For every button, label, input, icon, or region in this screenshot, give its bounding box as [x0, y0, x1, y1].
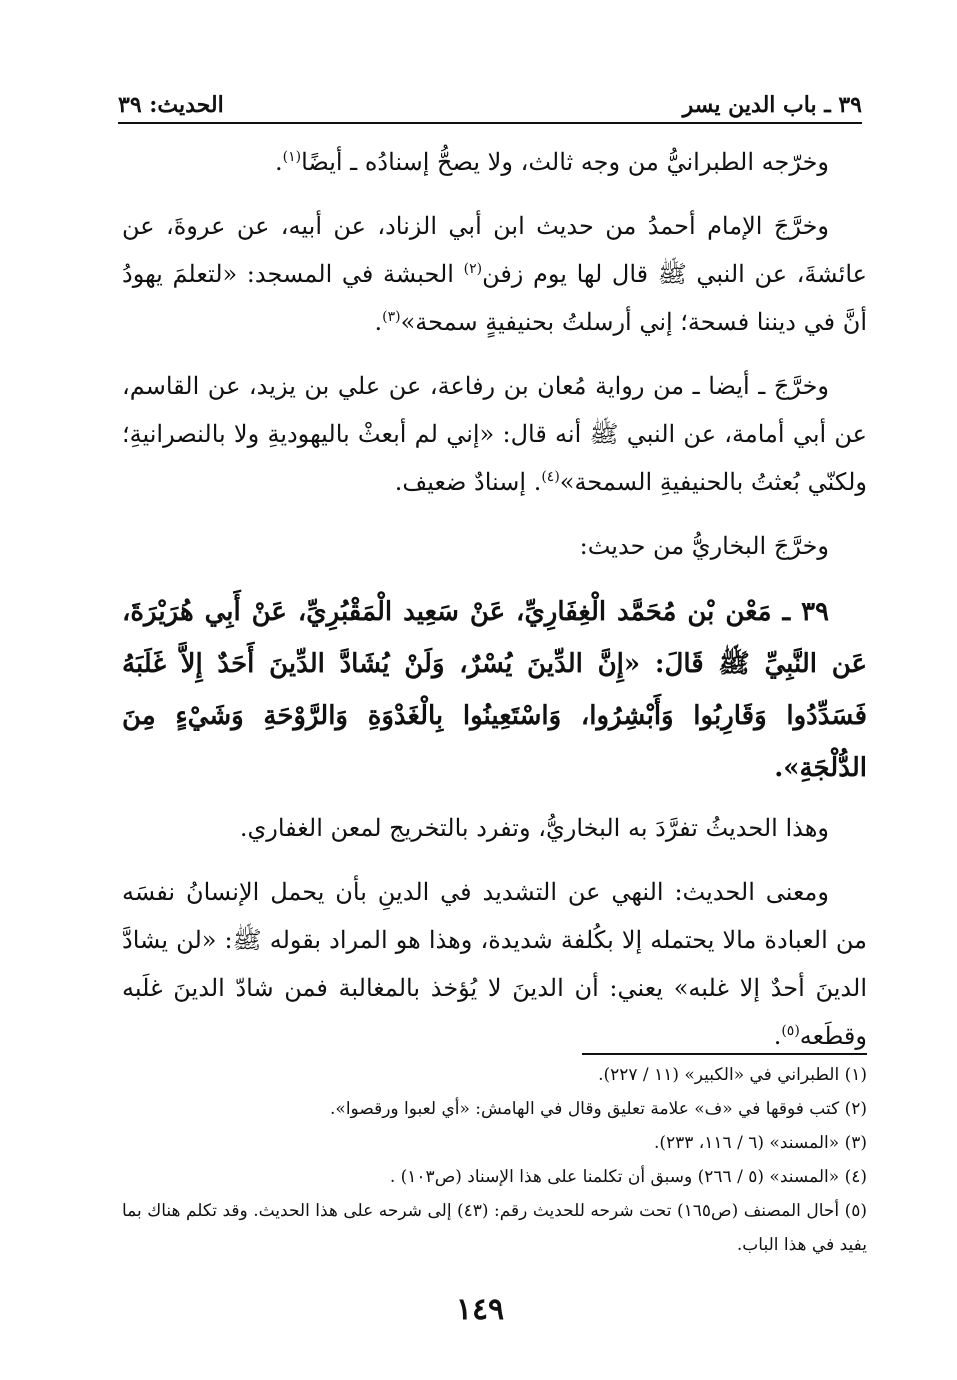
paragraph	[122, 202, 867, 346]
paragraph	[122, 804, 867, 852]
paragraph	[122, 138, 867, 186]
footnote-ref: (٣)	[382, 309, 401, 325]
paragraph-text: الحبشة في المسجد: «لتعلمَ يهودُ أنَّ في ديننا فسحة؛ إني أرسلتُ بحنيفيةٍ سمحة»	[122, 260, 867, 336]
paragraph-tail: .	[374, 308, 383, 336]
hadith-number: الحديث: ٣٩	[118, 92, 224, 118]
paragraph-tail: .	[274, 148, 283, 176]
footnote: (٢) كتب فوقها في «ف» علامة تعليق وقال في الهامش: «أي لعبوا ورقصوا».	[330, 1099, 867, 1119]
paragraph-text: ومعنى الحديث: النهي عن التشديد في الدينِ بأن يحمل الإنسانُ نفسَه من العبادة مالا يحتمله إلا بكُلفة شديدة، وهذا هو المراد بقوله ﷺ: «لن يشادَّ الدينَ أحدٌ إلا غلبه» يعني: أن الدينَ لا يُؤخذ بالمغالبة فمن شادّ الدينَ غلَبه وقطَعه	[122, 878, 867, 1050]
main-text	[122, 138, 867, 1076]
paragraph-text: وخرَّجَ ـ أيضا ـ من رواية مُعان بن رفاعة، عن علي بن يزيد، عن القاسم، عن أبي أمامة، عن النبي ﷺ أنه قال: «إني لم أبعثْ باليهوديةِ ولا بالنصرانيةِ؛ ولكنّي بُعثتُ بالحنيفيةِ السمحة»	[122, 372, 868, 496]
footnotes	[122, 1058, 867, 1262]
footnote-ref: (١)	[282, 149, 302, 165]
footnote-separator	[582, 1053, 867, 1055]
page-number: ١٤٩	[455, 1292, 505, 1327]
footnote: (٥) أحال المصنف (ص١٦٥) تحت شرحه للحديث رقم: (٤٣) إلى شرحه على هذا الحديث. وقد تكلم هناك بما يفيد في هذا الباب.	[122, 1201, 867, 1255]
footnote-ref: (٢)	[463, 261, 483, 277]
paragraph	[122, 522, 867, 570]
footnote: (٤) «المسند» (٥ / ٢٦٦) وسبق أن تكلمنا على هذا الإسناد (ص١٠٣) .	[389, 1167, 867, 1187]
paragraph	[122, 868, 867, 1060]
paragraph-tail: . إسنادٌ ضعيف.	[394, 468, 542, 496]
chapter-title: ٣٩ ـ باب الدين يسر	[682, 92, 862, 118]
paragraph-text: وخرّجه الطبرانيُّ من وجه ثالث، ولا يصحُّ إسنادُه ـ أيضًا	[301, 148, 829, 176]
paragraph-tail: .	[773, 1022, 782, 1050]
footnote-ref: (٤)	[541, 469, 560, 485]
footnote: (١) الطبراني في «الكبير» (١١ / ٢٢٧).	[598, 1065, 867, 1085]
paragraph	[122, 362, 867, 506]
paragraph-text: وخرَّجَ البخاريُّ من حديث:	[579, 532, 829, 560]
running-header	[118, 84, 862, 124]
paragraph-text: وهذا الحديثُ تفرَّدَ به البخاريُّ، وتفرد بالتخريج لمعن الغفاري.	[239, 814, 829, 842]
footnote: (٣) «المسند» (٦ / ١١٦، ٢٣٣).	[653, 1133, 867, 1153]
footnote-ref: (٥)	[781, 1023, 800, 1039]
hadith-text: ٣٩ ـ مَعْن بْن مُحَمَّد الْغِفَارِيِّ، عَنْ سَعِيد الْمَقْبُرِيِّ، عَنْ أَبِي هُرَيْرَةَ، عَن النَّبِيِّ ﷺ قَالَ: «إِنَّ الدِّينَ يُسْرٌ، وَلَنْ يُشَادَّ الدِّينَ أَحَدٌ إِلاَّ غَلَبَهُ فَسَدِّدُوا وَقَارِبُوا وَأَبْشِرُوا، وَاسْتَعِينُوا بِالْغَدْوَةِ وَالرَّوْحَةِ وَشَيْءٍ مِنَ الدُّلْجَةِ».	[122, 597, 867, 783]
paragraph-text: وخرَّجَ الإمام أحمدُ من حديث ابن أبي الزناد، عن أبيه، عن عروةَ، عن عائشةَ، عن النبي ﷺ قال لها يوم زفن	[122, 212, 867, 288]
